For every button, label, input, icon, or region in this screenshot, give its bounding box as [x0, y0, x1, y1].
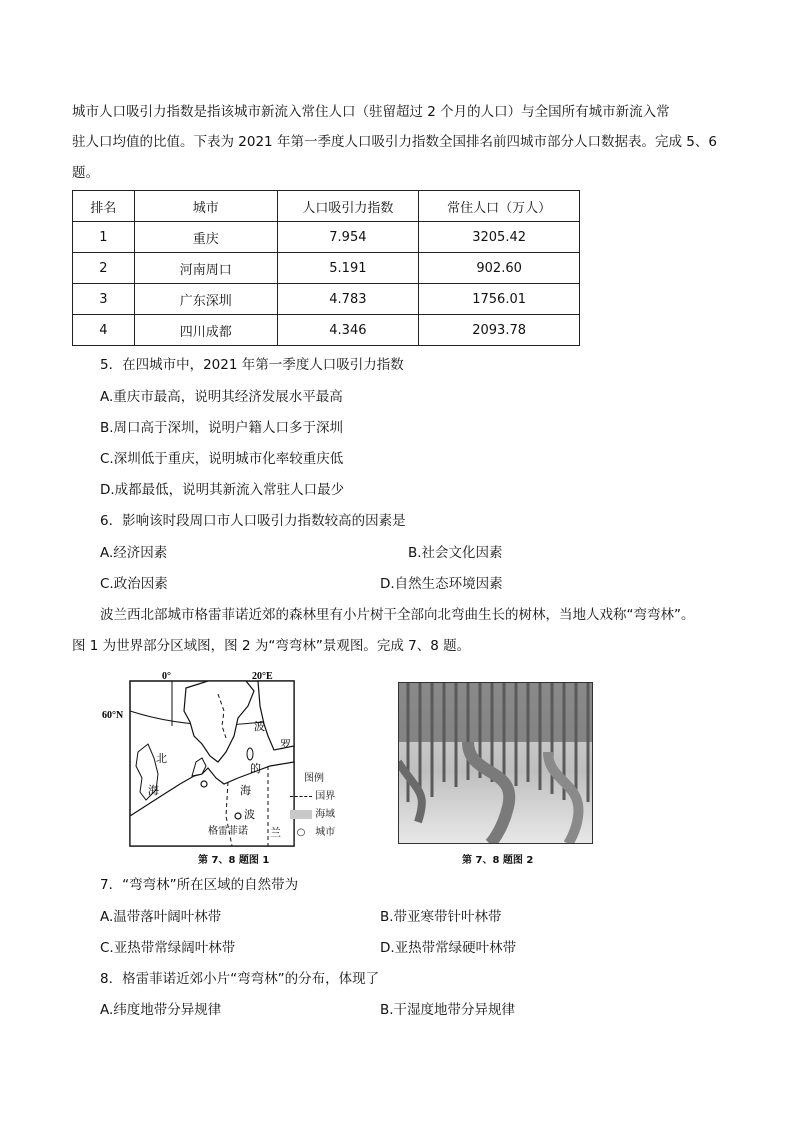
city-gryfino-marker [235, 813, 241, 819]
q7-option-a[interactable]: A.温带落叶阔叶林带 [100, 909, 222, 925]
label-baltic-4: 海 [240, 784, 251, 797]
figure1-caption: 第 7、8 题图 1 [198, 855, 270, 866]
header-population: 常住人口（万人） [419, 191, 580, 222]
label-poland-1: 波 [244, 808, 255, 821]
gotland-island [247, 748, 253, 760]
header-rank: 排名 [73, 191, 135, 222]
q6-option-a[interactable]: A.经济因素 [100, 545, 168, 561]
q7-option-b[interactable]: B.带亚寒带针叶林带 [380, 909, 502, 925]
cell-index: 7.954 [277, 222, 419, 253]
table-row [73, 284, 580, 315]
legend-sea-item [290, 806, 360, 824]
q7-option-d[interactable]: D.亚热带常绿硬叶林带 [380, 940, 517, 956]
header-city: 城市 [134, 191, 277, 222]
intro2-line-1: 波兰西北部城市格雷菲诺近郊的森林里有小片树干全部向北弯曲生长的树林，当地人戏称“弯弯林”。 [100, 607, 695, 623]
q6-option-d[interactable]: D.自然生态环境因素 [380, 576, 503, 592]
cell-population: 2093.78 [419, 315, 580, 346]
crooked-forest-photo [398, 682, 593, 844]
legend-sea-label: 海域 [315, 809, 336, 820]
legend-border-item [290, 788, 360, 806]
q7-stem: 7．“弯弯林”所在区域的自然带为 [100, 877, 299, 893]
legend-city-label: 城市 [315, 827, 336, 838]
sea-swatch-icon [290, 810, 312, 819]
cell-city: 四川成都 [134, 315, 277, 346]
label-lon20: 20°E [252, 671, 273, 682]
label-baltic-3: 的 [250, 762, 261, 775]
border-dash-icon [290, 796, 312, 797]
intro-line-1: 城市人口吸引力指数是指该城市新流入常住人口（驻留超过 2 个月的人口）与全国所有城市新流入常 [72, 104, 670, 120]
cell-city: 河南周口 [134, 253, 277, 284]
cell-index: 4.783 [277, 284, 419, 315]
q8-stem: 8．格雷菲诺近郊小片“弯弯林”的分布，体现了 [100, 971, 380, 987]
figure2-caption: 第 7、8 题图 2 [462, 855, 534, 866]
table-row [73, 315, 580, 346]
header-index: 人口吸引力指数 [277, 191, 419, 222]
q8-option-b[interactable]: B.干湿度地带分异规律 [380, 1002, 516, 1018]
cell-rank: 2 [73, 253, 135, 284]
cell-population: 902.60 [419, 253, 580, 284]
cell-city: 广东深圳 [134, 284, 277, 315]
label-north-sea-1: 北 [156, 752, 167, 765]
label-baltic-2: 罗 [280, 738, 291, 751]
q5-option-c[interactable]: C.深圳低于重庆，说明城市化率较重庆低 [100, 451, 344, 467]
q7-option-c[interactable]: C.亚热带常绿阔叶林带 [100, 940, 236, 956]
label-north-sea-2: 海 [148, 784, 159, 797]
map-legend [290, 770, 360, 842]
q5-option-b[interactable]: B.周口高于深圳，说明户籍人口多于深圳 [100, 420, 344, 436]
table-row [73, 253, 580, 284]
q5-option-d[interactable]: D.成都最低，说明其新流入常驻人口最少 [100, 482, 345, 498]
legend-title: 图例 [304, 773, 324, 784]
cell-population: 3205.42 [419, 222, 580, 253]
cell-city: 重庆 [134, 222, 277, 253]
city-circle-icon: ○ [296, 827, 306, 838]
intro-line-3: 题。 [72, 165, 99, 181]
cell-rank: 4 [73, 315, 135, 346]
label-lat60: 60°N [102, 710, 124, 721]
label-lon0: 0° [162, 671, 171, 682]
population-table [72, 190, 580, 346]
q6-option-b[interactable]: B.社会文化因素 [408, 545, 503, 561]
q8-option-a[interactable]: A.纬度地带分异规律 [100, 1002, 222, 1018]
city-marker [201, 781, 207, 787]
q5-stem: 5．在四城市中，2021 年第一季度人口吸引力指数 [100, 357, 404, 373]
label-city-gryfino: 格雷菲诺 [208, 826, 248, 837]
intro-line-2: 驻人口均值的比值。下表为 2021 年第一季度人口吸引力指数全国排名前四城市部分人口数据表。完成 5、6 [72, 134, 717, 150]
cell-rank: 1 [73, 222, 135, 253]
q5-option-a[interactable]: A.重庆市最高，说明其经济发展水平最高 [100, 389, 343, 405]
legend-city-item [290, 824, 360, 842]
intro2-line-2: 图 1 为世界部分区域图，图 2 为“弯弯林”景观图。完成 7、8 题。 [72, 638, 471, 654]
cell-index: 5.191 [277, 253, 419, 284]
q6-option-c[interactable]: C.政治因素 [100, 576, 168, 592]
label-baltic-1: 波 [254, 720, 265, 733]
label-poland-2: 兰 [270, 826, 281, 839]
legend-border-label: 国界 [315, 791, 336, 802]
cell-population: 1756.01 [419, 284, 580, 315]
q6-stem: 6．影响该时段周口市人口吸引力指数较高的因素是 [100, 513, 406, 529]
table-row [73, 222, 580, 253]
cell-index: 4.346 [277, 315, 419, 346]
table-header-row [73, 191, 580, 222]
cell-rank: 3 [73, 284, 135, 315]
